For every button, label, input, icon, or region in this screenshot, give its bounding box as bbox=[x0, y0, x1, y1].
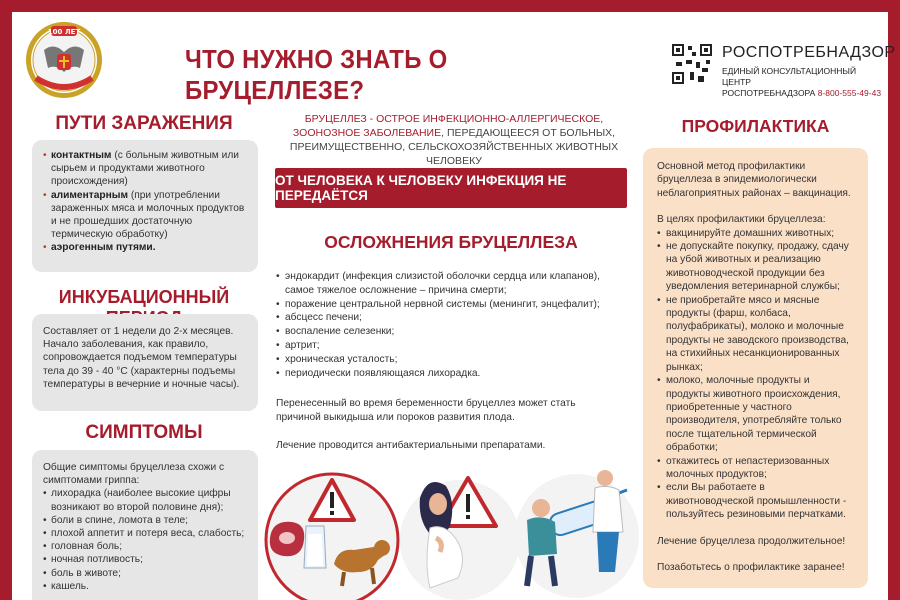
no-human-transmission-banner: ОТ ЧЕЛОВЕКА К ЧЕЛОВЕКУ ИНФЕКЦИЯ НЕ ПЕРЕДАЁТСЯ bbox=[275, 168, 627, 208]
complication-item: • воспаление селезенки; bbox=[276, 325, 621, 339]
infection-route-item: • аэрогенным путями. bbox=[43, 241, 247, 254]
patient-body bbox=[527, 517, 557, 556]
incubation-panel bbox=[32, 314, 258, 411]
symptoms-list bbox=[43, 487, 247, 593]
complication-item: • абсцесс печени; bbox=[276, 311, 621, 325]
prevention-subtitle: В целях профилактики бруцеллеза: bbox=[657, 214, 826, 226]
complication-item: • поражение центральной нервной системы (менингит, энцефалит); bbox=[276, 298, 621, 312]
page-title: ЧТО НУЖНО ЗНАТЬ О БРУЦЕЛЛЕЗЕ? bbox=[185, 44, 448, 105]
complications-list bbox=[276, 270, 621, 380]
qr-code-icon bbox=[672, 44, 712, 84]
symptom-item: • лихорадка (наиболее высокие цифры возникают во второй половине дня); bbox=[43, 487, 247, 513]
complication-item: • артрит; bbox=[276, 339, 621, 353]
prevention-title: ПРОФИЛАКТИКА bbox=[681, 116, 830, 136]
infection-route-item: • контактным (с больным животным или сырьем и продуктами животного происхождения) bbox=[43, 149, 247, 189]
incubation-title: ИНКУБАЦИОННЫЙ bbox=[58, 287, 230, 307]
complications-title: ОСЛОЖНЕНИЯ БРУЦЕЛЛЕЗА bbox=[324, 232, 578, 252]
logo-anniversary-label: 100 ЛЕТ bbox=[47, 28, 81, 36]
prevention-item: • не приобретайте мясо и мясные продукты (фарш, колбаса, полуфабрикаты), молоко и молочные продукты не заводского производства, на стихийных несанкционированных рынках; bbox=[657, 294, 854, 374]
symptoms-title: СИМПТОМЫ bbox=[85, 422, 203, 443]
infection-routes-title: ПУТИ ЗАРАЖЕНИЯ bbox=[55, 113, 233, 134]
incubation-text: Составляет от 1 недели до 2-х месяцев. Начало заболевания, как правило, сопровождается подъемом температуры тела до 39 - 40 °С (характерны подъемы температуры в вечерние и ночные часы). bbox=[43, 326, 240, 390]
prevention-list bbox=[657, 227, 854, 522]
hotline-phone: 8-800-555-49-43 bbox=[817, 88, 882, 98]
org-contact bbox=[722, 66, 882, 99]
prevention-item: • молоко, молочные продукты и продукты животного происхождения, приобретенные у частного производителя, употребляйте только после тщательной термической обработки; bbox=[657, 374, 854, 454]
prevention-item: • откажитесь от непастеризованных молочных продуктов; bbox=[657, 455, 854, 482]
prevention-panel bbox=[643, 148, 868, 588]
prevention-item: • если Вы работаете в животноводческой промышленности - пользуйтесь резиновыми перчатками. bbox=[657, 481, 854, 521]
animal-products-illustration bbox=[262, 468, 402, 600]
symptom-item: • боли в спине, ломота в теле; bbox=[43, 514, 247, 527]
rospotrebnadzor-emblem-icon bbox=[24, 20, 104, 100]
prevention-note-long-treatment: Лечение бруцеллеза продолжительное! bbox=[657, 535, 846, 547]
prevention-item: • не допускайте покупку, продажу, сдачу на убой животных и реализацию животноводческой продукции без уведомления ветеринарной службы; bbox=[657, 240, 854, 294]
complication-item: • хроническая усталость; bbox=[276, 353, 621, 367]
treatment-note: Лечение проводится антибактериальными препаратами. bbox=[276, 440, 546, 451]
infection-routes-panel bbox=[32, 140, 258, 272]
doctor-coat bbox=[593, 486, 623, 532]
prevention-main-method: Основной метод профилактики бруцеллеза в эпидемиологически неблагоприятных районах – вакцинация. bbox=[657, 161, 851, 199]
brucellosis-definition: БРУЦЕЛЛЕЗ - ОСТРОЕ ИНФЕКЦИОННО-АЛЛЕРГИЧЕСКОЕ, ЗООНОЗНОЕ ЗАБОЛЕВАНИЕ, ПЕРЕДАЮЩЕЕСЯ ОТ БОЛЬНЫХ, ПРЕИМУЩЕСТВЕННО, СЕЛЬСКОХОЗЯЙСТВЕННЫХ ЖИВОТНЫХ ЧЕЛОВЕКУ bbox=[289, 113, 619, 167]
symptoms-intro: Общие симптомы бруцеллеза схожи с симптомами гриппа: bbox=[43, 462, 225, 487]
prevention-item: • вакцинируйте домашних животных; bbox=[657, 227, 854, 240]
symptom-item: • ночная потливость; bbox=[43, 553, 247, 566]
pregnancy-illustration bbox=[400, 468, 520, 600]
symptom-item: • головная боль; bbox=[43, 540, 247, 553]
symptoms-panel bbox=[32, 450, 258, 600]
symptom-item: • боль в животе; bbox=[43, 567, 247, 580]
org-line2: РОСПОТРЕБНАДЗОРА bbox=[722, 88, 816, 98]
symptom-item: • плохой аппетит и потеря веса, слабость; bbox=[43, 527, 247, 540]
complication-item: • эндокардит (инфекция слизистой оболочки сердца или клапанов), самое тяжелое осложнение – причина смерти; bbox=[276, 270, 621, 298]
complication-item: • периодически появляющаяся лихорадка. bbox=[276, 367, 621, 381]
org-line1: ЕДИНЫЙ КОНСУЛЬТАЦИОННЫЙ ЦЕНТР bbox=[722, 66, 857, 87]
org-name: РОСПОТРЕБНАДЗОР bbox=[722, 44, 896, 61]
infection-route-item: • алиментарным (при употреблении зараженных мяса и молочных продуктов и не прошедших достаточную термическую обработку) bbox=[43, 189, 247, 242]
symptom-item: • кашель. bbox=[43, 580, 247, 593]
pregnancy-note: Перенесенный во время беременности бруцеллез может стать причиной выкидыша или пороков развития плода. bbox=[276, 398, 576, 423]
prevention-note-care: Позаботьтесь о профилактике заранее! bbox=[657, 561, 845, 573]
vaccination-illustration bbox=[515, 462, 640, 600]
